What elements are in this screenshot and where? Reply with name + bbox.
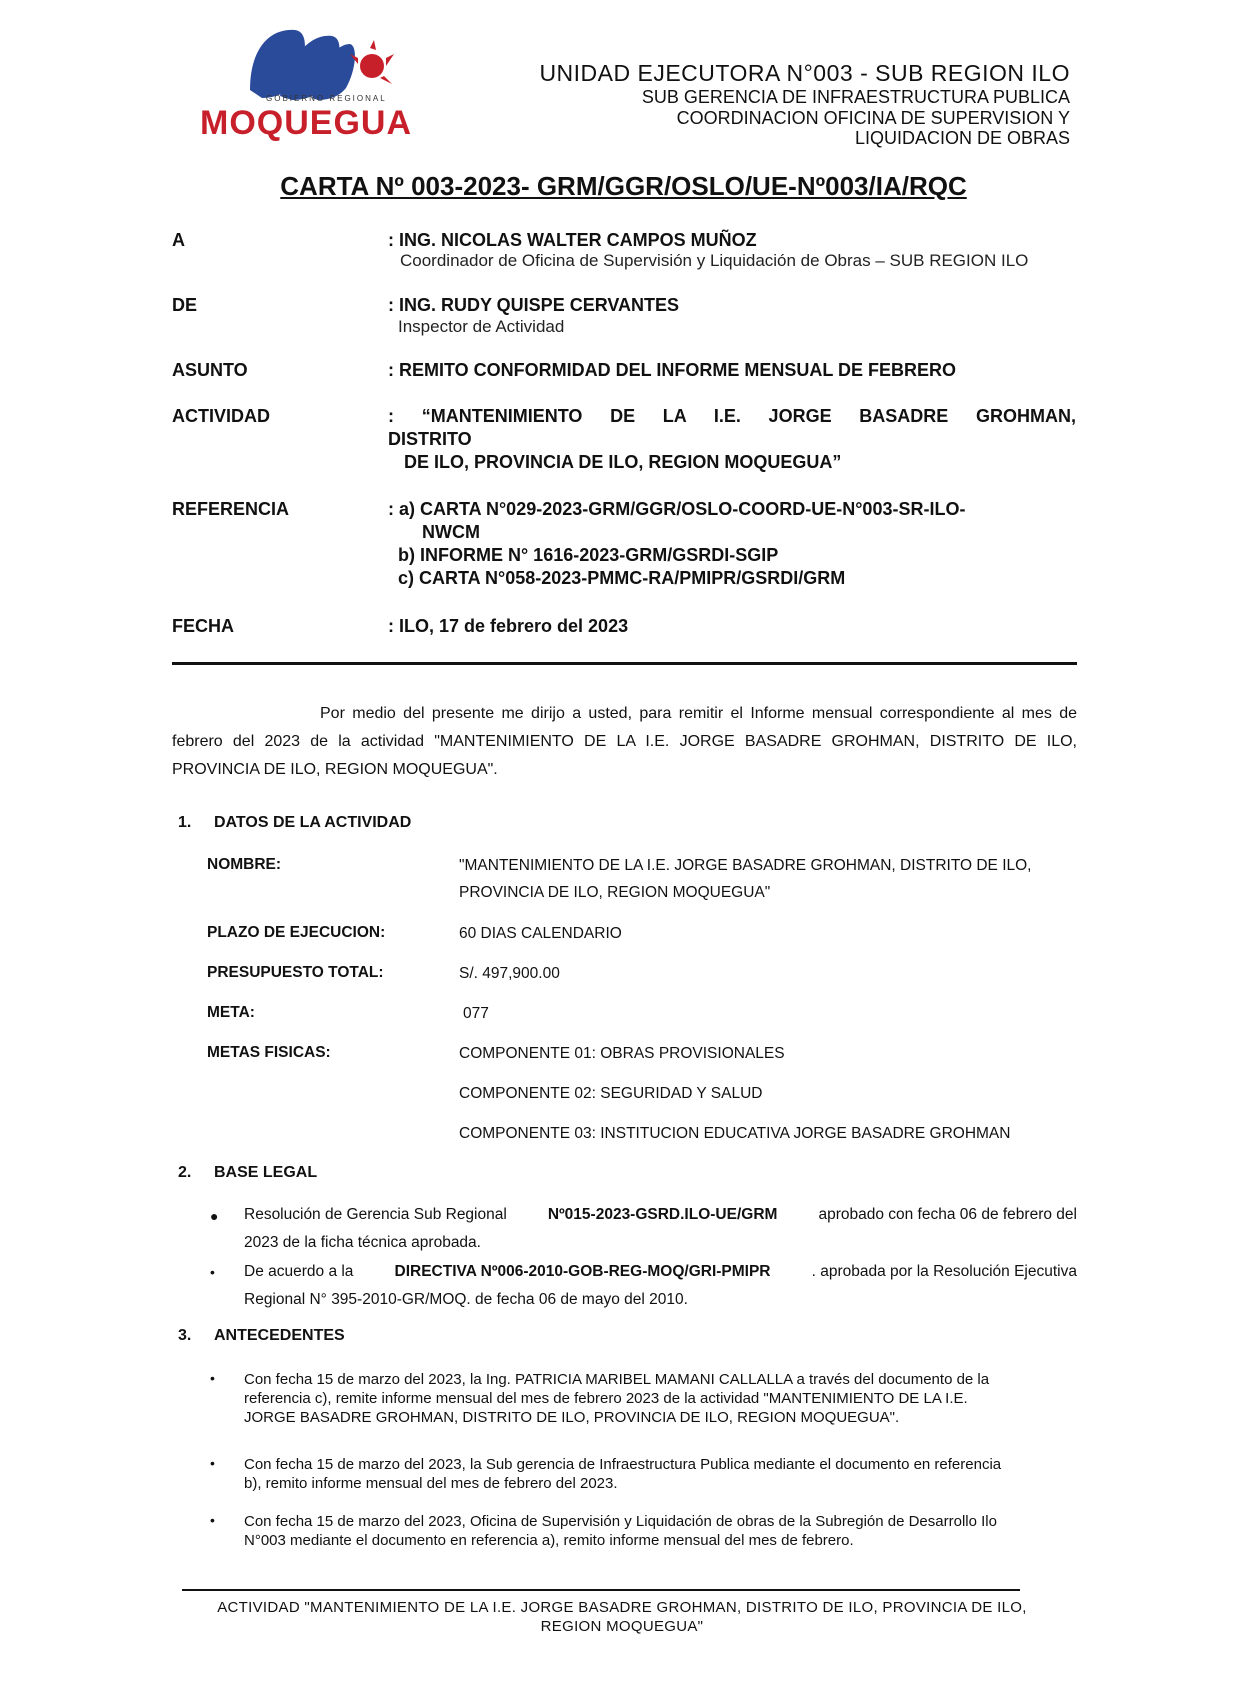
field-a-position: Coordinador de Oficina de Supervisión y Liquidación de Obras – SUB REGION ILO (400, 251, 1029, 270)
section-2-title: BASE LEGAL (214, 1164, 318, 1181)
nombre-line-1: "MANTENIMIENTO DE LA I.E. JORGE BASADRE GROHMAN, DISTRITO DE ILO, (459, 857, 1032, 874)
base-legal-1-pre: Resolución de Gerencia Sub Regional (244, 1206, 507, 1223)
component-2: COMPONENTE 02: SEGURIDAD Y SALUD (459, 1085, 763, 1102)
antecedente-1-line2: referencia c), remite informe mensual del mes de febrero 2023 de la actividad "MANTENIMIENTO DE LA I.E. (244, 1390, 968, 1407)
coordinacion-line-3: LIQUIDACION DE OBRAS (854, 128, 1070, 148)
field-actividad-line1: : “MANTENIMIENTO DE LA I.E. JORGE BASADRE GROHMAN, (388, 406, 1076, 426)
reference-a-line1: : a) CARTA N°029-2023-GRM/GGR/OSLO-COORD-UE-N°003-SR-ILO- (388, 499, 966, 519)
bullet-icon: • (210, 1370, 215, 1386)
regional-government-logo (200, 18, 450, 143)
footer-line-2: REGION MOQUEGUA" (540, 1618, 704, 1635)
field-asunto-label: ASUNTO (172, 360, 248, 380)
antecedente-3-line2: N°003 mediante el documento en referencia a), remito informe mensual del mes de febrero. (244, 1532, 854, 1549)
reference-b: b) INFORME N° 1616-2023-GRM/GSRDI-SGIP (398, 545, 779, 565)
field-de-position: Inspector de Actividad (398, 317, 565, 336)
antecedente-2-line1: Con fecha 15 de marzo del 2023, la Sub gerencia de Infraestructura Publica mediante el documento en referencia (244, 1456, 1002, 1473)
nombre-label: NOMBRE: (207, 856, 282, 873)
section-3-title: ANTECEDENTES (214, 1327, 345, 1344)
base-legal-2-directive: DIRECTIVA Nº006-2010-GOB-REG-MOQ/GRI-PMIPR (394, 1263, 771, 1280)
field-de-value: : ING. RUDY QUISPE CERVANTES (388, 295, 680, 315)
bullet-icon: • (210, 1264, 215, 1280)
logo-subtitle: GOBIERNO REGIONAL (266, 94, 387, 103)
field-actividad-label: ACTIVIDAD (172, 406, 270, 426)
footer-line-1: ACTIVIDAD "MANTENIMIENTO DE LA I.E. JORGE BASADRE GROHMAN, DISTRITO DE ILO, PROVINCIA DE ILO, (217, 1599, 1027, 1616)
antecedente-1-line3: JORGE BASADRE GROHMAN, DISTRITO DE ILO, PROVINCIA DE ILO, REGION MOQUEGUA". (244, 1409, 900, 1426)
logo-name: MOQUEGUA (200, 104, 412, 142)
component-1: COMPONENTE 01: OBRAS PROVISIONALES (459, 1045, 785, 1062)
field-fecha-label: FECHA (172, 616, 234, 636)
presupuesto-label: PRESUPUESTO TOTAL: (207, 964, 384, 981)
field-a-label: A (172, 230, 185, 250)
field-actividad-line2: DISTRITO (388, 429, 472, 449)
nombre-line-2: PROVINCIA DE ILO, REGION MOQUEGUA" (459, 884, 771, 901)
antecedente-1-line1: Con fecha 15 de marzo del 2023, la Ing. PATRICIA MARIBEL MAMANI CALLALLA a través del documento de la (244, 1371, 990, 1388)
bullet-icon: ● (210, 1208, 219, 1224)
presupuesto-value: S/. 497,900.00 (459, 965, 560, 982)
reference-a-line2: NWCM (422, 522, 480, 542)
intro-line-3: PROVINCIA DE ILO, REGION MOQUEGUA". (172, 761, 498, 778)
base-legal-1-resolution: Nº015-2023-GSRD.ILO-UE/GRM (547, 1206, 778, 1223)
footer-divider (182, 1589, 1020, 1591)
sub-gerencia: SUB GERENCIA DE INFRAESTRUCTURA PUBLICA (641, 87, 1070, 107)
metas-fisicas-label: METAS FISICAS: (207, 1044, 331, 1061)
header-divider (172, 662, 1077, 665)
section-2-number: 2. (178, 1164, 192, 1181)
base-legal-1-post: aprobado con fecha 06 de febrero del (818, 1206, 1077, 1223)
base-legal-2-line1 (244, 1258, 1077, 1286)
antecedente-2-line2: b), remito informe mensual del mes de febrero del 2023. (244, 1475, 618, 1492)
coordinacion: COORDINACION OFICINA DE SUPERVISION Y (676, 108, 1070, 128)
intro-line-1: Por medio del presente me dirijo a usted, para remitir el Informe mensual correspondiente al mes de (320, 705, 1077, 722)
field-de-label: DE (172, 295, 198, 315)
field-asunto-value: : REMITO CONFORMIDAD DEL INFORME MENSUAL DE FEBRERO (388, 360, 957, 380)
field-referencia-label: REFERENCIA (172, 499, 290, 519)
meta-value: 077 (463, 1005, 489, 1022)
field-fecha-value: : ILO, 17 de febrero del 2023 (388, 616, 629, 636)
base-legal-2-post: . aprobada por la Resolución Ejecutiva (811, 1263, 1077, 1280)
intro-line-2: febrero del 2023 de la actividad "MANTENIMIENTO DE LA I.E. JORGE BASADRE GROHMAN, DISTRITO DE ILO, (172, 733, 1077, 750)
component-3: COMPONENTE 03: INSTITUCION EDUCATIVA JORGE BASADRE GROHMAN (459, 1125, 1011, 1142)
field-a-value: : ING. NICOLAS WALTER CAMPOS MUÑOZ (388, 230, 757, 250)
executing-unit: UNIDAD EJECUTORA N°003 - SUB REGION ILO (539, 60, 1070, 86)
plazo-label: PLAZO DE EJECUCION: (207, 924, 386, 941)
reference-c: c) CARTA N°058-2023-PMMC-RA/PMIPR/GSRDI/GRM (398, 568, 846, 588)
plazo-value: 60 DIAS CALENDARIO (459, 925, 622, 942)
base-legal-2-line2: Regional N° 395-2010-GR/MOQ. de fecha 06 de mayo del 2010. (244, 1291, 688, 1308)
section-1-title: DATOS DE LA ACTIVIDAD (214, 814, 412, 831)
base-legal-2-pre: De acuerdo a la (244, 1263, 354, 1280)
section-1-number: 1. (178, 814, 192, 831)
antecedente-3-line1: Con fecha 15 de marzo del 2023, Oficina de Supervisión y Liquidación de obras de la Subregión de Desarrollo Ilo (244, 1513, 997, 1530)
base-legal-1-line1 (244, 1201, 1077, 1229)
section-3-number: 3. (178, 1327, 192, 1344)
meta-label: META: (207, 1004, 255, 1021)
letter-title: CARTA Nº 003-2023- GRM/GGR/OSLO/UE-Nº003/IA/RQC (280, 171, 967, 201)
bullet-icon: • (210, 1455, 215, 1471)
field-actividad-line3: DE ILO, PROVINCIA DE ILO, REGION MOQUEGUA” (404, 452, 842, 472)
header-clipped-line (460, 128, 1070, 148)
base-legal-1-line2: 2023 de la ficha técnica aprobada. (244, 1234, 481, 1251)
bullet-icon: • (210, 1512, 215, 1528)
